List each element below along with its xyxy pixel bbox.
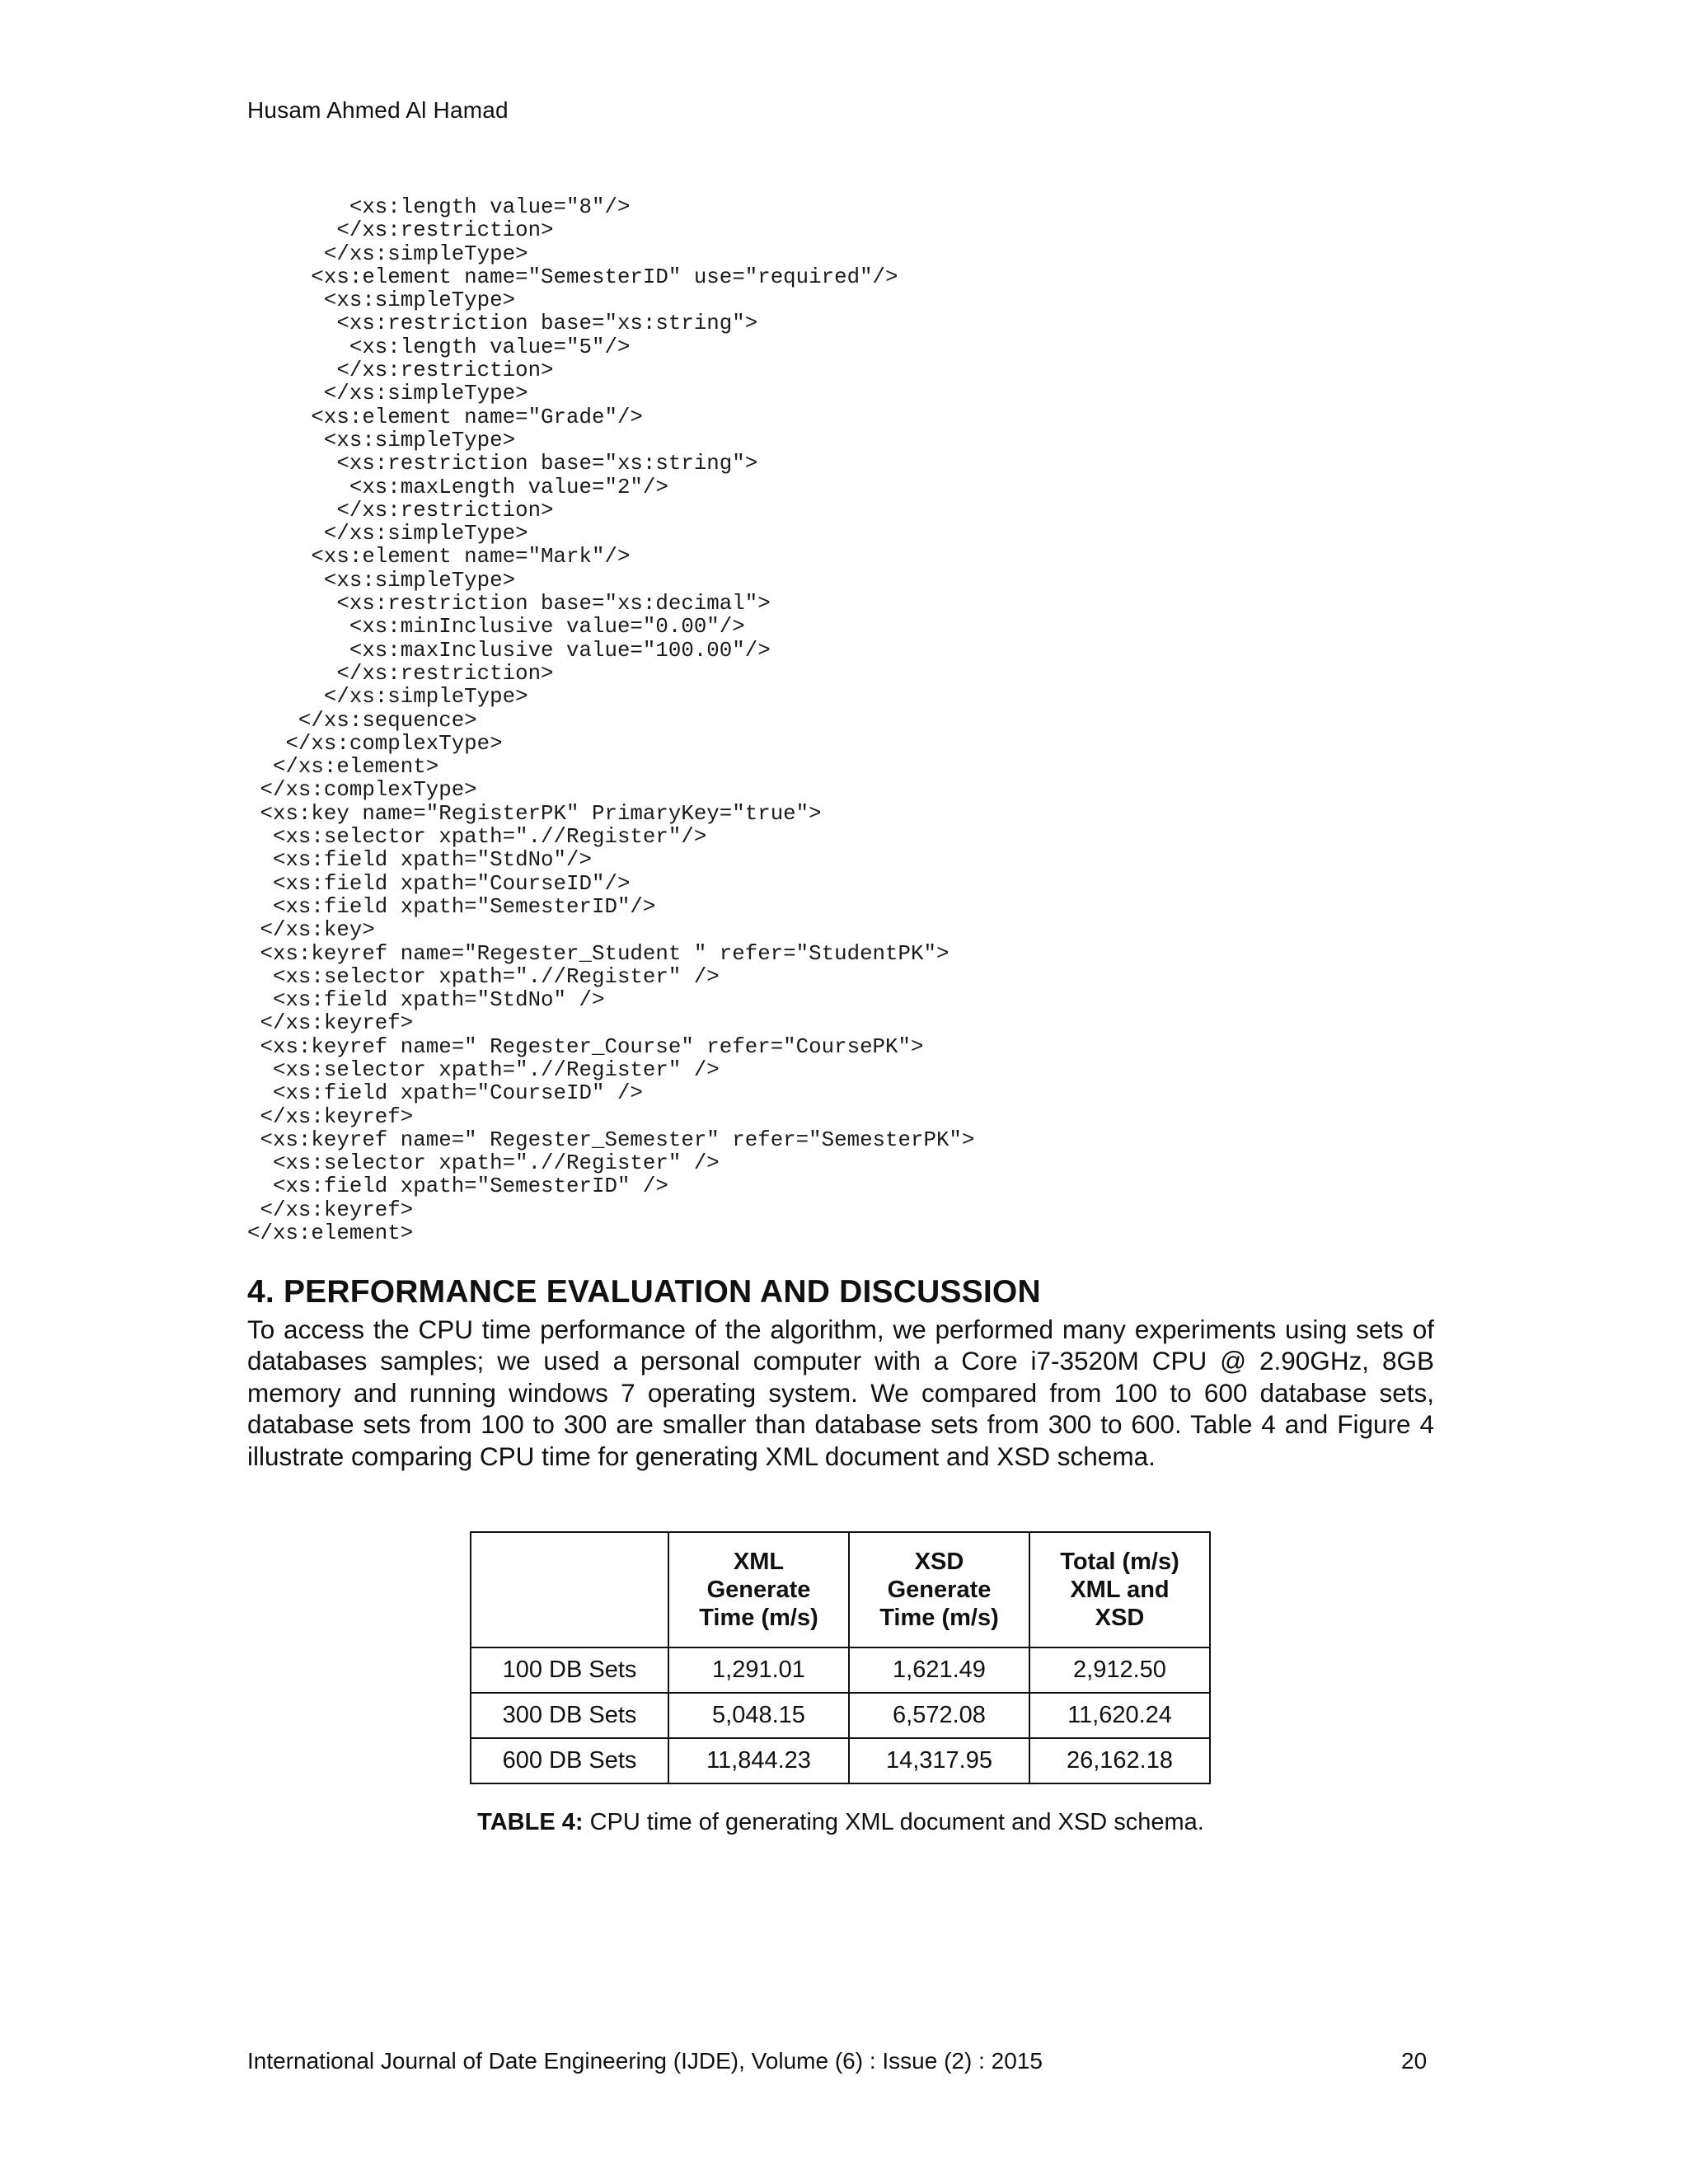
table-caption-text: CPU time of generating XML document and XSD schema. bbox=[583, 1809, 1204, 1835]
table-cell: 1,621.49 bbox=[849, 1647, 1029, 1693]
code-line: <xs:restriction base="xs:decimal"> bbox=[247, 592, 771, 616]
table-cell: 2,912.50 bbox=[1029, 1647, 1210, 1693]
code-line: </xs:restriction> bbox=[247, 661, 554, 686]
table-header-label: XML and bbox=[1070, 1577, 1170, 1603]
table-row bbox=[471, 1738, 1210, 1783]
code-line: <xs:simpleType> bbox=[247, 288, 516, 313]
code-line: </xs:keyref> bbox=[247, 1011, 414, 1036]
code-line: <xs:minInclusive value="0.00"/> bbox=[247, 615, 745, 640]
code-line: <xs:field xpath="StdNo"/> bbox=[247, 848, 592, 873]
body-paragraph: To access the CPU time performance of the algorithm, we performed many experiments using sets of databases samples; we used a personal computer with a Core i7-3520M CPU @ 2.90GHz, 8GB memory and running windows 7 operating system. We compared from 100 to 600 database sets, database sets from 100 to 300 are smaller than database sets from 300 to 600. Table 4 and Figure 4 illustrate comparing CPU time for generating XML document and XSD schema. bbox=[247, 1315, 1434, 1471]
code-line: </xs:simpleType> bbox=[247, 241, 528, 266]
code-line: <xs:field xpath="CourseID" /> bbox=[247, 1081, 643, 1106]
cpu-time-table bbox=[470, 1531, 1211, 1784]
xsd-code-block bbox=[247, 196, 974, 1245]
running-head-author: Husam Ahmed Al Hamad bbox=[247, 97, 509, 123]
code-line: </xs:key> bbox=[247, 918, 375, 943]
code-line: <xs:element name="Grade"/> bbox=[247, 405, 643, 429]
table-header-cell bbox=[668, 1532, 849, 1647]
code-line: <xs:field xpath="CourseID"/> bbox=[247, 871, 631, 896]
code-line: <xs:length value="5"/> bbox=[247, 335, 631, 359]
table-header-cell bbox=[1029, 1532, 1210, 1647]
table-header-label: Time (m/s) bbox=[699, 1605, 818, 1631]
code-line: <xs:maxLength value="2"/> bbox=[247, 475, 668, 499]
code-line: <xs:keyref name=" Regester_Semester" refer="SemesterPK"> bbox=[247, 1127, 975, 1152]
table-cell: 100 DB Sets bbox=[471, 1647, 668, 1693]
code-line: <xs:element name="SemesterID" use="required"/> bbox=[247, 265, 898, 289]
code-line: <xs:field xpath="StdNo" /> bbox=[247, 988, 605, 1013]
code-line: </xs:restriction> bbox=[247, 359, 554, 383]
code-line: </xs:simpleType> bbox=[247, 382, 528, 406]
code-line: </xs:restriction> bbox=[247, 218, 554, 243]
code-line: <xs:keyref name=" Regester_Course" refer="CoursePK"> bbox=[247, 1034, 924, 1059]
code-line: </xs:complexType> bbox=[247, 778, 477, 803]
code-line: </xs:restriction> bbox=[247, 498, 554, 523]
code-line: <xs:field xpath="SemesterID" /> bbox=[247, 1174, 668, 1199]
page-number: 20 bbox=[1401, 2048, 1428, 2074]
table-header-label: Time (m/s) bbox=[879, 1605, 999, 1631]
table-header-cell bbox=[471, 1532, 668, 1647]
table-caption bbox=[462, 1809, 1220, 1836]
code-line: </xs:element> bbox=[247, 1221, 414, 1246]
code-line: <xs:simpleType> bbox=[247, 428, 516, 452]
table-row bbox=[471, 1693, 1210, 1738]
code-line: </xs:simpleType> bbox=[247, 522, 528, 546]
code-line: <xs:restriction base="xs:string"> bbox=[247, 312, 758, 336]
table-header-cell bbox=[849, 1532, 1029, 1647]
table-header-label: Generate bbox=[706, 1577, 811, 1603]
table-cell: 600 DB Sets bbox=[471, 1738, 668, 1783]
table-cell: 26,162.18 bbox=[1029, 1738, 1210, 1783]
code-line: </xs:simpleType> bbox=[247, 685, 528, 710]
code-line: <xs:selector xpath=".//Register" /> bbox=[247, 1151, 720, 1176]
table-caption-label: TABLE 4: bbox=[477, 1809, 584, 1835]
code-line: <xs:maxInclusive value="100.00"/> bbox=[247, 638, 771, 663]
table-header-label: Generate bbox=[887, 1577, 992, 1603]
code-line: <xs:element name="Mark"/> bbox=[247, 545, 631, 569]
table-cell: 6,572.08 bbox=[849, 1693, 1029, 1738]
code-line: <xs:field xpath="SemesterID"/> bbox=[247, 894, 656, 919]
code-line: </xs:keyref> bbox=[247, 1104, 414, 1129]
code-line: <xs:key name="RegisterPK" PrimaryKey="true"> bbox=[247, 801, 822, 826]
table-header-label: XSD bbox=[914, 1549, 964, 1575]
code-line: <xs:length value="8"/> bbox=[247, 195, 631, 219]
code-line: </xs:keyref> bbox=[247, 1197, 414, 1222]
table-header-row bbox=[471, 1532, 1210, 1647]
code-line: <xs:selector xpath=".//Register"/> bbox=[247, 825, 707, 850]
table-cell: 300 DB Sets bbox=[471, 1693, 668, 1738]
code-line: </xs:element> bbox=[247, 755, 439, 780]
section-heading: 4. PERFORMANCE EVALUATION AND DISCUSSION bbox=[247, 1274, 1041, 1310]
code-line: </xs:complexType> bbox=[247, 731, 503, 756]
code-line: <xs:simpleType> bbox=[247, 568, 516, 593]
code-line: <xs:keyref name="Regester_Student " refer="StudentPK"> bbox=[247, 941, 950, 966]
table-cell: 11,844.23 bbox=[668, 1738, 849, 1783]
table-cell: 14,317.95 bbox=[849, 1738, 1029, 1783]
code-line: </xs:sequence> bbox=[247, 708, 477, 733]
code-line: <xs:restriction base="xs:string"> bbox=[247, 452, 758, 476]
table-cell: 1,291.01 bbox=[668, 1647, 849, 1693]
table-cell: 5,048.15 bbox=[668, 1693, 849, 1738]
table-header-label: Total (m/s) bbox=[1060, 1549, 1179, 1575]
code-line: <xs:selector xpath=".//Register" /> bbox=[247, 1057, 720, 1082]
code-line: <xs:selector xpath=".//Register" /> bbox=[247, 964, 720, 989]
footer-journal: International Journal of Date Engineering (IJDE), Volume (6) : Issue (2) : 2015 bbox=[247, 2048, 1043, 2074]
table-row bbox=[471, 1647, 1210, 1693]
table-cell: 11,620.24 bbox=[1029, 1693, 1210, 1738]
table-header-label: XSD bbox=[1095, 1605, 1145, 1631]
table-header-label: XML bbox=[733, 1549, 785, 1575]
